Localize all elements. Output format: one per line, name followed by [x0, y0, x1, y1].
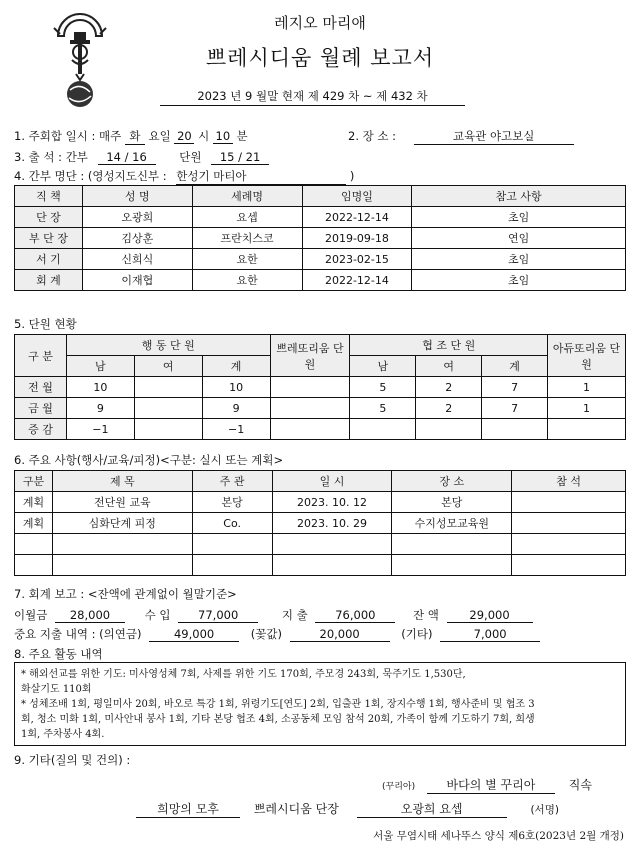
finance-expense: 76,000: [315, 608, 395, 623]
report-period: 2023 년 9 월말 현재 제 429 차 ~ 제 432 차: [160, 88, 465, 106]
members-header-row: 구 분 행 동 단 원 쁘레또리움 단 원 협 조 단 원 아듀또리움 단 원: [15, 335, 626, 356]
finance-donation: 49,000: [149, 627, 239, 642]
finance-detail-row: 중요 지출 내역 : (의연금) 49,000 (꽃값) 20,000 (기타) 7,000: [14, 626, 540, 642]
finance-income: 77,000: [178, 608, 258, 623]
curia-row: (꾸리아) 바다의 별 꾸리아 직속: [382, 778, 592, 792]
table-row: 계획 전단원 교육 본당 2023. 10. 12 본당: [15, 492, 626, 513]
table-row: 회 계 이재협 요한 2022-12-14 초임: [15, 270, 626, 291]
activities-section-label: 8. 주요 활동 내역: [14, 647, 103, 661]
finance-summary-row: 이월금 28,000 수 입 77,000 지 출 76,000 잔 액 29,000: [14, 607, 533, 623]
leader-name: 오광희 요셉: [357, 800, 507, 818]
finance-other: 7,000: [440, 627, 540, 642]
table-row: [15, 555, 626, 576]
meeting-row: 1. 주회합 일시 : 매주 화 요일 20 시 10 분: [14, 129, 248, 143]
meeting-day: 화: [125, 128, 145, 145]
table-row: 증 감 −1 −1: [15, 419, 626, 440]
members-subheader-row: 남 여 계 남 여 계: [15, 356, 626, 377]
table-row: 서 기 신희식 요한 2023-02-15 초임: [15, 249, 626, 270]
leader-signature-row: 희망의 모후 쁘레시디움 단장 오광희 요셉 (서명): [136, 800, 559, 818]
meeting-hour: 20: [174, 129, 194, 144]
finance-section-label: 7. 회계 보고 : <잔액에 관계없이 월말기준>: [14, 587, 237, 601]
doc-title-report: 쁘레시디움 월례 보고서: [205, 46, 435, 70]
members-attendance: 15 / 21: [211, 150, 269, 165]
finance-balance: 29,000: [447, 608, 533, 623]
other-section-label: 9. 기타(질의 및 건의) :: [14, 753, 131, 767]
table-row: 부 단 장 김상훈 프란치스코 2019-09-18 연임: [15, 228, 626, 249]
members-section-label: 5. 단원 현황: [14, 317, 77, 331]
members-table: [14, 334, 626, 440]
table-row: 전 월 10 10 5 2 7 1: [15, 377, 626, 398]
table-row: [15, 534, 626, 555]
place-row: 2. 장 소 : 교육관 야고보실: [348, 128, 574, 145]
events-section-label: 6. 주요 사항(행사/교육/피정)<구분: 실시 또는 계획>: [14, 453, 284, 467]
activities-box: * 해외선교를 위한 기도: 미사영성체 7회, 사제를 위한 기도 170회, 주모경 243회, 묵주기도 1,530단, 화살기도 110회 * 성체조배 1회, 평일미사 20회, 바오로 특강 1회, 위령기도[연도] 2회, 입출관 1회, 장지수행 1회, 행사준비 및 협조 3 회, 청소 미화 1회, 미사안내 봉사 1회, 기타 본당 협조 4회, 소공동체 모임 참석 20회, 가족이 함께 기도하기 7회, 희생 1회, 주차봉사 4회.: [14, 662, 626, 746]
curia-name: 바다의 별 꾸리아: [427, 776, 555, 794]
attendance-row: 3. 출 석 : 간부 14 / 16 단원 15 / 21: [14, 149, 269, 165]
events-header-row: 구분 제 목 주 관 일 시 장 소 참 석: [15, 471, 626, 492]
table-row: 금 월 9 9 5 2 7 1: [15, 398, 626, 419]
officers-attendance: 14 / 16: [98, 150, 156, 165]
events-table: [14, 470, 626, 576]
table-row: 단 장 오광희 요셉 2022-12-14 초임: [15, 207, 626, 228]
table-row: 계획 심화단계 피정 Co. 2023. 10. 29 수지성모교육원: [15, 513, 626, 534]
officers-table: [14, 185, 626, 291]
doc-title-organization: 레지오 마리애: [274, 14, 366, 32]
spiritual-director: 한성기 마티아: [176, 168, 346, 185]
officers-header-row: 직 책 성 명 세례명 임명일 참고 사항: [15, 186, 626, 207]
meeting-place: 교육관 야고보실: [414, 128, 574, 145]
presidium-name: 희망의 모후: [136, 800, 240, 818]
finance-flower: 20,000: [290, 627, 390, 642]
meeting-minute: 10: [213, 129, 233, 144]
finance-prev: 28,000: [55, 608, 125, 623]
form-footer: 서울 무염시태 세나뚜스 양식 제6호(2023년 2월 개정): [373, 830, 624, 842]
officers-label-row: 4. 간부 명단 : (영성지도신부 : 한성기 마티아 ): [14, 169, 355, 183]
